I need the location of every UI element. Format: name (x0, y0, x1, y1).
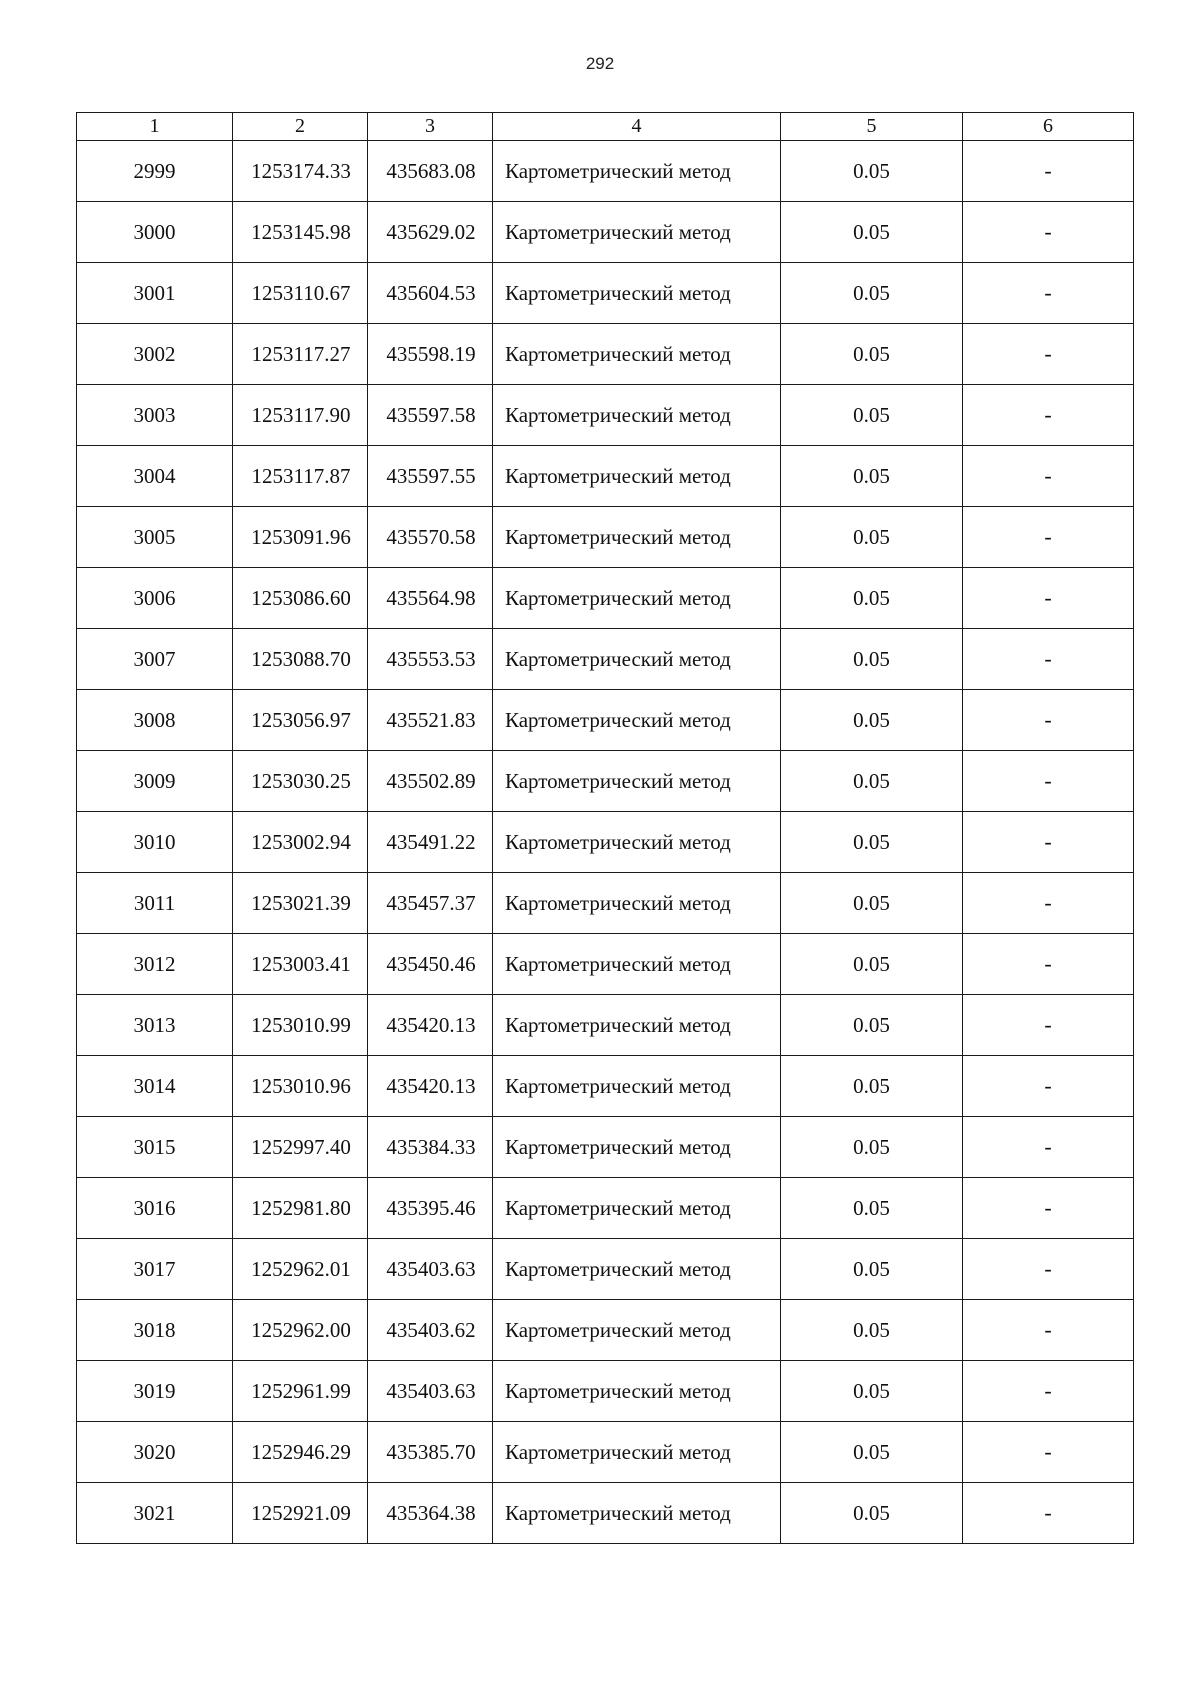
accuracy-cell: 0.05 (781, 629, 963, 690)
description-cell: - (963, 995, 1134, 1056)
accuracy-cell: 0.05 (781, 141, 963, 202)
point-number-cell: 3010 (77, 812, 233, 873)
description-cell: - (963, 1483, 1134, 1544)
accuracy-cell: 0.05 (781, 385, 963, 446)
x-coordinate-cell: 1253010.96 (233, 1056, 368, 1117)
accuracy-cell: 0.05 (781, 324, 963, 385)
accuracy-cell: 0.05 (781, 1239, 963, 1300)
table-header (77, 113, 1134, 141)
method-cell: Картометрический метод (493, 263, 781, 324)
x-coordinate-cell: 1253117.27 (233, 324, 368, 385)
point-number-cell: 3021 (77, 1483, 233, 1544)
method-cell: Картометрический метод (493, 1361, 781, 1422)
description-cell: - (963, 263, 1134, 324)
table-row (77, 202, 1134, 263)
accuracy-cell: 0.05 (781, 507, 963, 568)
point-number-cell: 3015 (77, 1117, 233, 1178)
accuracy-cell: 0.05 (781, 568, 963, 629)
table-row (77, 141, 1134, 202)
x-coordinate-cell: 1253110.67 (233, 263, 368, 324)
point-number-cell: 3019 (77, 1361, 233, 1422)
point-number-cell: 3006 (77, 568, 233, 629)
table-row (77, 873, 1134, 934)
x-coordinate-cell: 1253086.60 (233, 568, 368, 629)
method-cell: Картометрический метод (493, 995, 781, 1056)
accuracy-cell: 0.05 (781, 873, 963, 934)
accuracy-cell: 0.05 (781, 1117, 963, 1178)
table-row (77, 629, 1134, 690)
description-cell: - (963, 629, 1134, 690)
column-header-6: 6 (963, 113, 1134, 141)
table-row (77, 1178, 1134, 1239)
table-row (77, 1422, 1134, 1483)
method-cell: Картометрический метод (493, 629, 781, 690)
accuracy-cell: 0.05 (781, 1483, 963, 1544)
y-coordinate-cell: 435597.55 (368, 446, 493, 507)
x-coordinate-cell: 1253145.98 (233, 202, 368, 263)
description-cell: - (963, 873, 1134, 934)
table-row (77, 507, 1134, 568)
y-coordinate-cell: 435502.89 (368, 751, 493, 812)
table-row (77, 1056, 1134, 1117)
y-coordinate-cell: 435564.98 (368, 568, 493, 629)
description-cell: - (963, 1422, 1134, 1483)
description-cell: - (963, 385, 1134, 446)
description-cell: - (963, 141, 1134, 202)
accuracy-cell: 0.05 (781, 934, 963, 995)
y-coordinate-cell: 435570.58 (368, 507, 493, 568)
description-cell: - (963, 568, 1134, 629)
table-body (77, 141, 1134, 1544)
x-coordinate-cell: 1253010.99 (233, 995, 368, 1056)
point-number-cell: 3001 (77, 263, 233, 324)
table-row (77, 995, 1134, 1056)
point-number-cell: 3005 (77, 507, 233, 568)
description-cell: - (963, 1056, 1134, 1117)
table-row (77, 1483, 1134, 1544)
method-cell: Картометрический метод (493, 1056, 781, 1117)
method-cell: Картометрический метод (493, 202, 781, 263)
y-coordinate-cell: 435403.63 (368, 1361, 493, 1422)
column-header-3: 3 (368, 113, 493, 141)
y-coordinate-cell: 435395.46 (368, 1178, 493, 1239)
x-coordinate-cell: 1252962.00 (233, 1300, 368, 1361)
description-cell: - (963, 1239, 1134, 1300)
column-header-2: 2 (233, 113, 368, 141)
y-coordinate-cell: 435450.46 (368, 934, 493, 995)
description-cell: - (963, 507, 1134, 568)
table-row (77, 568, 1134, 629)
header-row (77, 113, 1134, 141)
column-header-1: 1 (77, 113, 233, 141)
point-number-cell: 3016 (77, 1178, 233, 1239)
y-coordinate-cell: 435683.08 (368, 141, 493, 202)
point-number-cell: 3004 (77, 446, 233, 507)
method-cell: Картометрический метод (493, 568, 781, 629)
accuracy-cell: 0.05 (781, 1361, 963, 1422)
table-row (77, 446, 1134, 507)
description-cell: - (963, 1178, 1134, 1239)
point-number-cell: 3003 (77, 385, 233, 446)
table-row (77, 1300, 1134, 1361)
point-number-cell: 2999 (77, 141, 233, 202)
description-cell: - (963, 690, 1134, 751)
y-coordinate-cell: 435457.37 (368, 873, 493, 934)
accuracy-cell: 0.05 (781, 446, 963, 507)
y-coordinate-cell: 435403.63 (368, 1239, 493, 1300)
table-row (77, 324, 1134, 385)
y-coordinate-cell: 435403.62 (368, 1300, 493, 1361)
x-coordinate-cell: 1252962.01 (233, 1239, 368, 1300)
method-cell: Картометрический метод (493, 1300, 781, 1361)
description-cell: - (963, 1300, 1134, 1361)
method-cell: Картометрический метод (493, 324, 781, 385)
accuracy-cell: 0.05 (781, 202, 963, 263)
y-coordinate-cell: 435385.70 (368, 1422, 493, 1483)
description-cell: - (963, 1361, 1134, 1422)
x-coordinate-cell: 1252961.99 (233, 1361, 368, 1422)
point-number-cell: 3013 (77, 995, 233, 1056)
description-cell: - (963, 202, 1134, 263)
accuracy-cell: 0.05 (781, 1300, 963, 1361)
point-number-cell: 3011 (77, 873, 233, 934)
y-coordinate-cell: 435521.83 (368, 690, 493, 751)
accuracy-cell: 0.05 (781, 812, 963, 873)
coordinates-table (76, 112, 1134, 1544)
description-cell: - (963, 934, 1134, 995)
method-cell: Картометрический метод (493, 1483, 781, 1544)
x-coordinate-cell: 1253002.94 (233, 812, 368, 873)
table-row (77, 385, 1134, 446)
table-row (77, 1239, 1134, 1300)
x-coordinate-cell: 1253030.25 (233, 751, 368, 812)
point-number-cell: 3009 (77, 751, 233, 812)
point-number-cell: 3000 (77, 202, 233, 263)
x-coordinate-cell: 1252946.29 (233, 1422, 368, 1483)
accuracy-cell: 0.05 (781, 690, 963, 751)
x-coordinate-cell: 1252997.40 (233, 1117, 368, 1178)
accuracy-cell: 0.05 (781, 263, 963, 324)
description-cell: - (963, 812, 1134, 873)
x-coordinate-cell: 1253003.41 (233, 934, 368, 995)
method-cell: Картометрический метод (493, 1178, 781, 1239)
accuracy-cell: 0.05 (781, 1422, 963, 1483)
table-row (77, 934, 1134, 995)
method-cell: Картометрический метод (493, 385, 781, 446)
x-coordinate-cell: 1253117.87 (233, 446, 368, 507)
table-row (77, 263, 1134, 324)
x-coordinate-cell: 1253117.90 (233, 385, 368, 446)
table-row (77, 1361, 1134, 1422)
point-number-cell: 3017 (77, 1239, 233, 1300)
method-cell: Картометрический метод (493, 446, 781, 507)
point-number-cell: 3018 (77, 1300, 233, 1361)
column-header-4: 4 (493, 113, 781, 141)
y-coordinate-cell: 435364.38 (368, 1483, 493, 1544)
method-cell: Картометрический метод (493, 934, 781, 995)
method-cell: Картометрический метод (493, 141, 781, 202)
y-coordinate-cell: 435491.22 (368, 812, 493, 873)
method-cell: Картометрический метод (493, 812, 781, 873)
method-cell: Картометрический метод (493, 1239, 781, 1300)
accuracy-cell: 0.05 (781, 751, 963, 812)
x-coordinate-cell: 1253056.97 (233, 690, 368, 751)
method-cell: Картометрический метод (493, 751, 781, 812)
method-cell: Картометрический метод (493, 507, 781, 568)
page-number: 292 (585, 54, 615, 73)
y-coordinate-cell: 435598.19 (368, 324, 493, 385)
y-coordinate-cell: 435420.13 (368, 995, 493, 1056)
point-number-cell: 3007 (77, 629, 233, 690)
accuracy-cell: 0.05 (781, 995, 963, 1056)
y-coordinate-cell: 435384.33 (368, 1117, 493, 1178)
description-cell: - (963, 446, 1134, 507)
table-row (77, 1117, 1134, 1178)
x-coordinate-cell: 1252981.80 (233, 1178, 368, 1239)
point-number-cell: 3002 (77, 324, 233, 385)
x-coordinate-cell: 1253091.96 (233, 507, 368, 568)
coordinates-table-container (76, 112, 1133, 1544)
method-cell: Картометрический метод (493, 1422, 781, 1483)
method-cell: Картометрический метод (493, 1117, 781, 1178)
column-header-5: 5 (781, 113, 963, 141)
x-coordinate-cell: 1252921.09 (233, 1483, 368, 1544)
y-coordinate-cell: 435629.02 (368, 202, 493, 263)
method-cell: Картометрический метод (493, 690, 781, 751)
x-coordinate-cell: 1253174.33 (233, 141, 368, 202)
method-cell: Картометрический метод (493, 873, 781, 934)
y-coordinate-cell: 435597.58 (368, 385, 493, 446)
point-number-cell: 3020 (77, 1422, 233, 1483)
description-cell: - (963, 1117, 1134, 1178)
point-number-cell: 3014 (77, 1056, 233, 1117)
accuracy-cell: 0.05 (781, 1056, 963, 1117)
description-cell: - (963, 324, 1134, 385)
accuracy-cell: 0.05 (781, 1178, 963, 1239)
point-number-cell: 3008 (77, 690, 233, 751)
x-coordinate-cell: 1253088.70 (233, 629, 368, 690)
description-cell: - (963, 751, 1134, 812)
table-row (77, 812, 1134, 873)
point-number-cell: 3012 (77, 934, 233, 995)
table-row (77, 751, 1134, 812)
y-coordinate-cell: 435420.13 (368, 1056, 493, 1117)
table-row (77, 690, 1134, 751)
y-coordinate-cell: 435553.53 (368, 629, 493, 690)
x-coordinate-cell: 1253021.39 (233, 873, 368, 934)
y-coordinate-cell: 435604.53 (368, 263, 493, 324)
